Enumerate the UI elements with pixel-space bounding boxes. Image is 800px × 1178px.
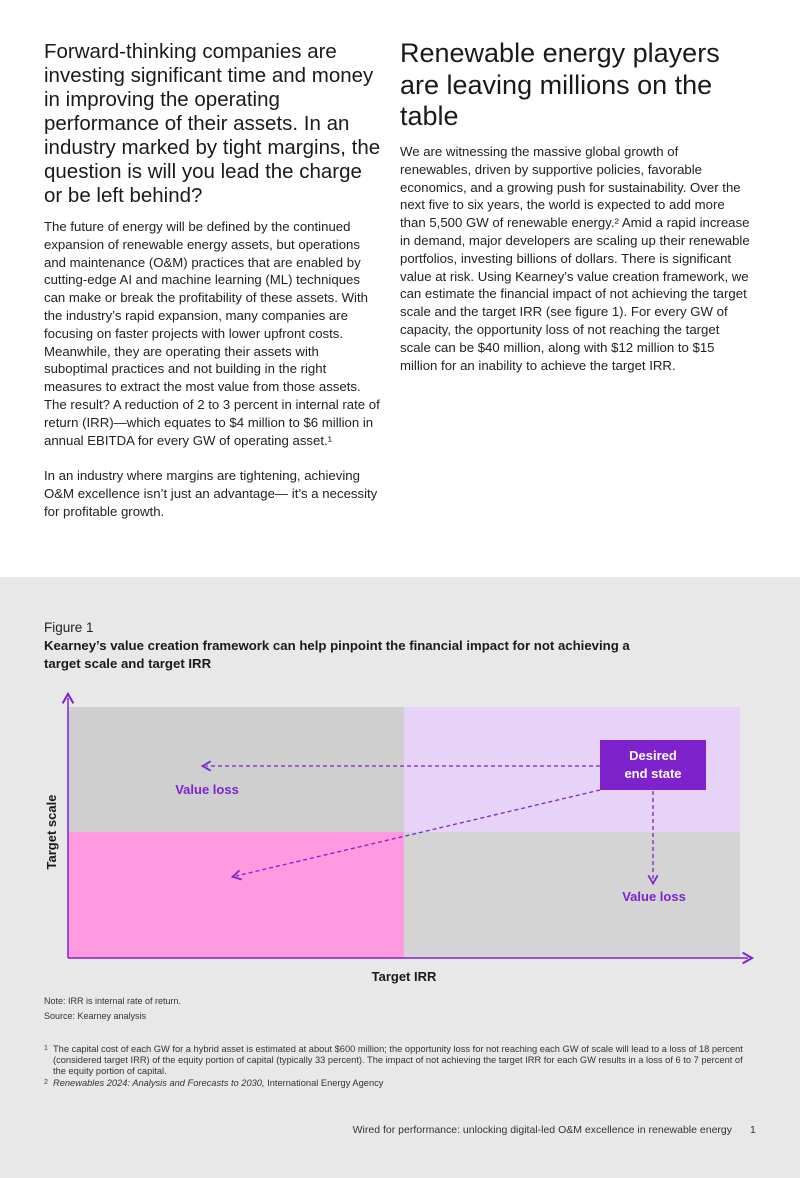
intro-paragraph-2: In an industry where margins are tightening, achieving O&M excellence isn’t just an advantage— it’s a necessity for profitable growth. (44, 468, 378, 519)
desired-end-state-line2: end state (624, 766, 682, 781)
footnote-1 (44, 1044, 754, 1077)
intro-paragraph-1: The future of energy will be defined by the continued expansion of renewable energy assets, but operations and maintenance (O&M) practices that are enabled by cutting-edge AI and machine learning (ML) techniques can make or break the profitability of these assets. With the industry’s rapid expansion, many companies are focusing on faster projects with lower upfront costs. Meanwhile, they are operating their assets with suboptimal practices and not building in the right measures to extract the most value from those assets. The result? A reduction of 2 to 3 percent in internal rate of return (IRR)—which equates to $4 million to $6 million in annual EBITDA for every GW of operating asset.¹ (44, 219, 380, 448)
footnote-1-text: The capital cost of each GW for a hybrid asset is estimated at about $600 million; the opportunity loss for not reaching each GW of scale will lead to a loss of 18 percent (considered target IRR) of the equity portion of capital (typically 33 percent). The impact of not achieving the target IRR for each GW results in a loss of 6 to 7 percent of the equity portion of capital. (53, 1044, 743, 1076)
figure-label: Figure 1 (44, 620, 94, 635)
quadrant-bottom-left (68, 832, 404, 958)
footnote-1-mark: 1 (44, 1045, 48, 1052)
quadrant-top-left (68, 707, 404, 832)
footnote-2 (44, 1078, 754, 1089)
figure-source: Source: Kearney analysis (44, 1011, 147, 1021)
intro-body (44, 218, 384, 538)
y-axis-label: Target scale (44, 794, 59, 870)
section-body: We are witnessing the massive global growth of renewables, driven by supportive policies, favorable economics, and a growing push for sustainability. Over the next five to six years, the world is expected to add more than 5,500 GW of renewable energy.² Amid a rapid increase in demand, major developers are scaling up their renewable portfolios, investing billions of dollars. There is significant value at risk. Using Kearney’s value creation framework, we can estimate the financial impact of not achieving the target scale and the target IRR (see figure 1). For every GW of capacity, the opportunity loss of not reaching the target scale can be $40 million, along with $12 million to $15 million for an inability to achieve the target IRR. (400, 144, 750, 373)
footnote-2-mark: 2 (44, 1079, 48, 1086)
intro-lead: Forward-thinking companies are investing significant time and money in improving the operating performance of their assets. In an industry marked by tight margins, the question is will you lead the charge or be left behind? (44, 40, 381, 207)
footer-text: Wired for performance: unlocking digital-led O&M excellence in renewable energy (352, 1124, 732, 1136)
section-heading: Renewable energy players are leaving millions on the table (400, 38, 720, 131)
desired-end-state-line1: Desired (629, 748, 677, 763)
value-creation-diagram (0, 690, 800, 990)
footnote-2-title: Renewables 2024: Analysis and Forecasts to 2030, (53, 1078, 265, 1088)
quadrant-bottom-right (404, 832, 740, 958)
value-loss-right-label: Value loss (622, 889, 686, 904)
value-loss-left-label: Value loss (175, 782, 239, 797)
page-number: 1 (750, 1124, 756, 1136)
x-axis-label: Target IRR (371, 969, 437, 984)
footnote-2-rest: International Energy Agency (264, 1078, 384, 1088)
figure-note: Note: IRR is internal rate of return. (44, 996, 182, 1006)
figure-title: Kearney’s value creation framework can help pinpoint the financial impact for not achieving a target scale and target IRR (44, 638, 630, 671)
